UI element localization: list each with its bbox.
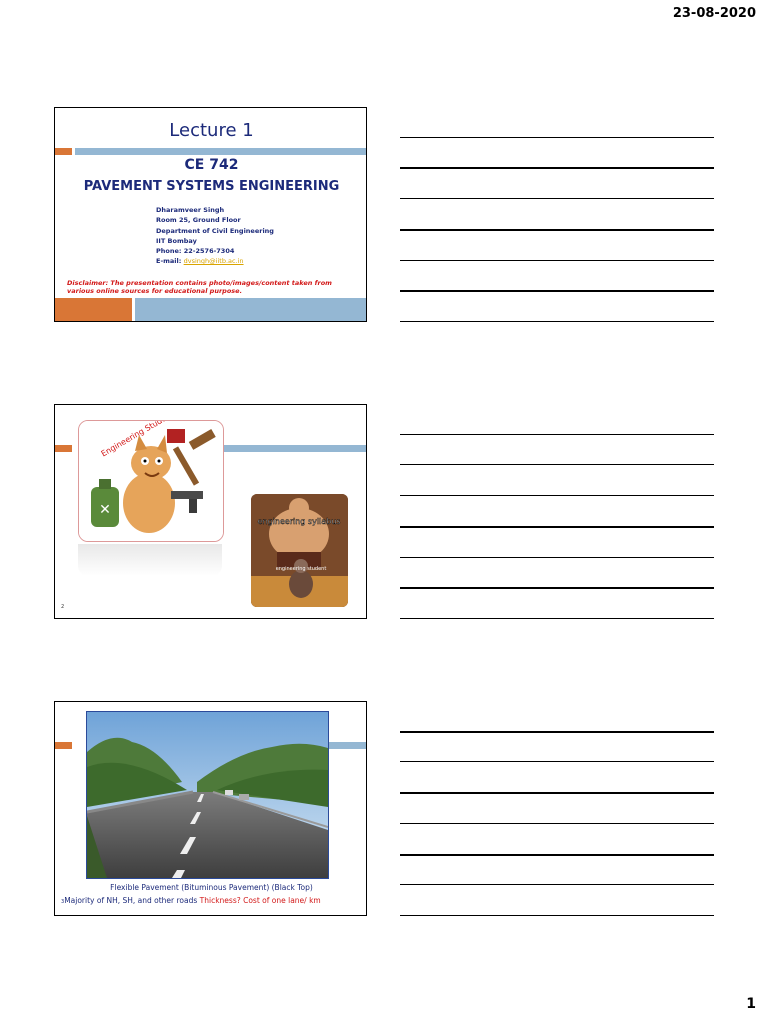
sumo-meme-illustration (251, 494, 348, 607)
note-line (400, 434, 714, 435)
bullet-highlight: Thickness? Cost of one lane/ km (199, 896, 321, 905)
image-reflection (78, 544, 222, 576)
sumo-meme-image (251, 494, 348, 607)
notes-lines-3 (400, 701, 714, 917)
note-line (400, 761, 714, 762)
cartoon-cat-illustration (79, 421, 223, 541)
note-line (400, 731, 714, 733)
sumo-top-caption: engineering syllabus (257, 517, 341, 526)
note-line (400, 587, 714, 589)
instructor-institute: IIT Bombay (156, 236, 197, 245)
slide-1-thumbnail (54, 107, 367, 322)
sumo-bottom-caption: engineering student (275, 566, 327, 572)
footer-bar-orange (55, 298, 132, 322)
cartoon-cat-image (78, 420, 224, 542)
note-line (400, 884, 714, 885)
instructor-room: Room 25, Ground Floor (156, 216, 241, 225)
accent-bar-blue (75, 148, 367, 155)
accent-bar-orange (55, 742, 72, 749)
note-line (400, 557, 714, 558)
note-line (400, 915, 714, 916)
note-line (400, 137, 714, 138)
course-code: CE 742 (184, 157, 239, 173)
note-line (400, 526, 714, 528)
print-date: 23-08-2020 (672, 6, 756, 21)
note-line (400, 823, 714, 824)
course-name: PAVEMENT SYSTEMS ENGINEERING (83, 179, 340, 194)
svg-text:✕: ✕ (99, 502, 111, 518)
email-link[interactable]: dvsingh@iitb.ac.in (183, 257, 244, 266)
bullet-marker: 3 (61, 899, 65, 905)
bullet-line (61, 896, 321, 905)
note-line (400, 854, 714, 856)
instructor-name: Dharamveer Singh (156, 206, 225, 214)
note-line (400, 792, 714, 794)
bullet-text: Majority of NH, SH, and other roads (64, 896, 200, 905)
slide-3-thumbnail (54, 701, 367, 916)
email-label: E-mail: (156, 257, 184, 266)
highway-illustration (87, 712, 328, 878)
notes-lines-1 (400, 107, 714, 323)
instructor-phone: Phone: 22-2576-7304 (156, 247, 235, 256)
note-line (400, 618, 714, 619)
instructor-info (156, 205, 274, 267)
disclaimer-text: Disclaimer: The presentation contains photo/images/content taken from various online sources for educational purpose. (67, 279, 332, 295)
accent-bar-blue (329, 742, 367, 749)
note-line (400, 167, 714, 169)
accent-bar-orange (55, 445, 72, 452)
instructor-email-row (156, 256, 274, 266)
note-line (400, 260, 714, 261)
instructor-department: Department of Civil Engineering (156, 226, 274, 235)
highway-photo (86, 711, 329, 879)
page-number: 1 (746, 996, 756, 1012)
footer-bar-blue (135, 298, 367, 322)
slide-title: Lecture 1 (169, 120, 254, 141)
slide-caption: Flexible Pavement (Bituminous Pavement) (Black Top) (110, 883, 313, 892)
note-line (400, 198, 714, 199)
note-line (400, 464, 714, 465)
accent-bar-blue (223, 445, 367, 452)
notes-lines-2 (400, 404, 714, 620)
slide-2-thumbnail (54, 404, 367, 619)
note-line (400, 495, 714, 496)
accent-bar-orange (55, 148, 72, 155)
note-line (400, 290, 714, 292)
note-line (400, 321, 714, 322)
note-line (400, 229, 714, 231)
slide-number: 2 (61, 604, 65, 610)
